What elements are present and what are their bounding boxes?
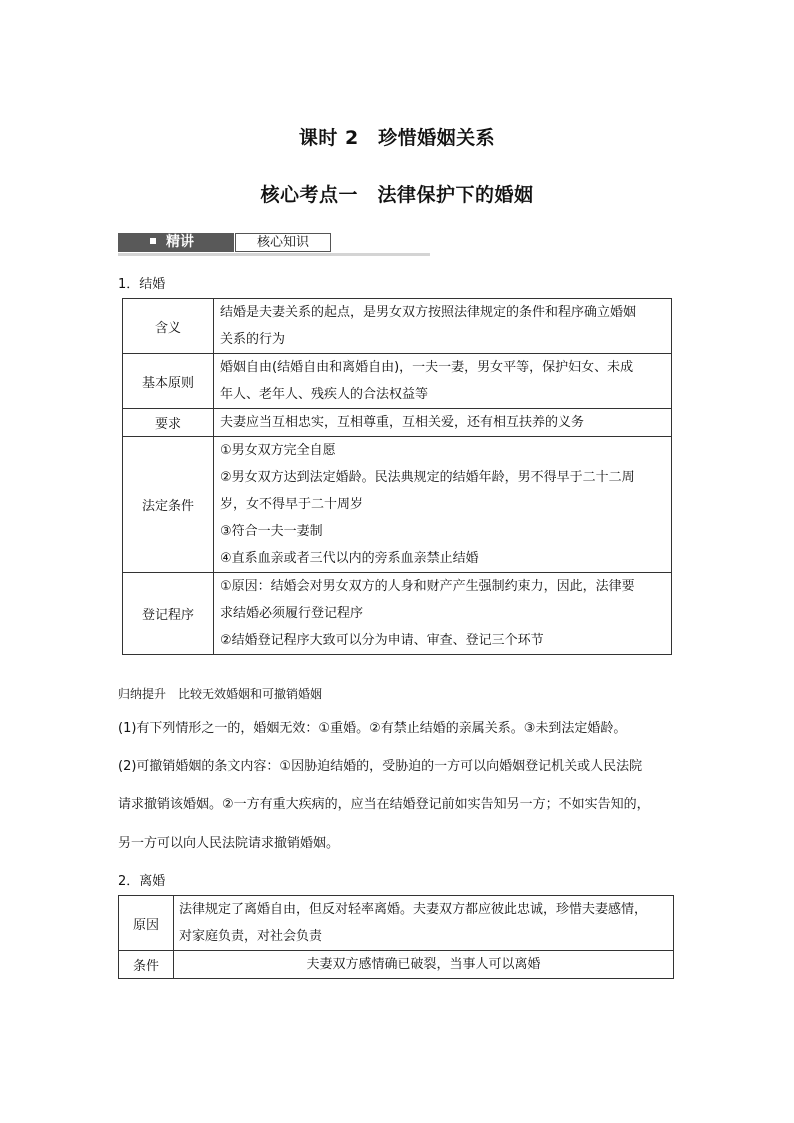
summary-paragraph-2-line-2: 请求撤销该婚姻。②一方有重大疾病的，应当在结婚登记前如实告知另一方；不如实告知的，	[118, 797, 650, 812]
value-line: 夫妻双方感情确已破裂，当事人可以离婚	[306, 957, 541, 972]
banner-dark-tab	[118, 233, 234, 252]
table-row	[119, 951, 674, 979]
row-key: 法定条件	[123, 437, 214, 573]
row-value	[214, 409, 672, 437]
row-key: 要求	[123, 409, 214, 437]
value-line: ②结婚登记程序大致可以分为申请、审查、登记三个环节	[220, 633, 544, 648]
banner-underline	[118, 253, 430, 256]
value-line: 对家庭负责，对社会负责	[179, 929, 323, 944]
row-value	[214, 354, 672, 409]
table-row	[123, 354, 672, 409]
summary-heading: 归纳提升 比较无效婚姻和可撤销婚姻	[118, 687, 323, 701]
value-line: 夫妻应当互相忠实，互相尊重，互相关爱，还有相互扶养的义务	[220, 415, 585, 430]
table-row	[123, 409, 672, 437]
row-key: 登记程序	[123, 573, 214, 655]
table-row	[123, 299, 672, 354]
value-line: 年人、老年人、残疾人的合法权益等	[220, 387, 429, 402]
row-key: 基本原则	[123, 354, 214, 409]
value-line: ③符合一夫一妻制	[220, 524, 323, 539]
value-line: ②男女双方达到法定婚龄。民法典规定的结婚年龄，男不得早于二十二周	[220, 470, 635, 485]
row-value	[214, 299, 672, 354]
core-point-title: 核心考点一 法律保护下的婚姻	[260, 184, 534, 206]
row-key: 原因	[119, 896, 174, 951]
table-row	[123, 573, 672, 655]
value-line: 关系的行为	[220, 332, 286, 347]
value-line: 求结婚必须履行登记程序	[220, 606, 364, 621]
marriage-table	[122, 298, 672, 655]
banner-light-label: 核心知识	[235, 233, 331, 252]
value-line: ④直系血亲或者三代以内的旁系血亲禁止结婚	[220, 551, 479, 566]
summary-paragraph-2-line-1: (2)可撤销婚姻的条文内容：①因胁迫结婚的，受胁迫的一方可以向婚姻登记机关或人民法院	[118, 759, 643, 774]
section-banner	[118, 232, 430, 256]
table-row	[119, 896, 674, 951]
summary-paragraph-1: (1)有下列情形之一的，婚姻无效：①重婚。②有禁止结婚的亲属关系。③未到法定婚龄。	[118, 721, 627, 736]
value-line: 婚姻自由(结婚自由和离婚自由)，一夫一妻，男女平等，保护妇女、未成	[220, 360, 634, 375]
row-value	[174, 951, 674, 979]
table-row	[123, 437, 672, 573]
value-line: 法律规定了离婚自由，但反对轻率离婚。夫妻双方都应彼此忠诚，珍惜夫妻感情，	[179, 902, 648, 917]
row-value	[174, 896, 674, 951]
square-bullet-icon	[150, 238, 156, 244]
value-line: ①男女双方完全自愿	[220, 443, 336, 458]
divorce-table	[118, 895, 674, 979]
banner-dark-label: 精讲	[166, 234, 194, 250]
summary-paragraph-2-line-3: 另一方可以向人民法院请求撤销婚姻。	[118, 836, 340, 851]
row-key: 含义	[123, 299, 214, 354]
value-line: ①原因：结婚会对男女双方的人身和财产产生强制约束力，因此，法律要	[220, 579, 635, 594]
value-line: 岁，女不得早于二十周岁	[220, 497, 364, 512]
section-heading-marriage: 1．结婚	[118, 277, 166, 292]
lesson-title: 课时 2 珍惜婚姻关系	[298, 127, 496, 149]
section-heading-divorce: 2．离婚	[118, 874, 166, 889]
row-key: 条件	[119, 951, 174, 979]
row-value	[214, 573, 672, 655]
value-line: 结婚是夫妻关系的起点，是男女双方按照法律规定的条件和程序确立婚姻	[220, 305, 637, 320]
row-value	[214, 437, 672, 573]
